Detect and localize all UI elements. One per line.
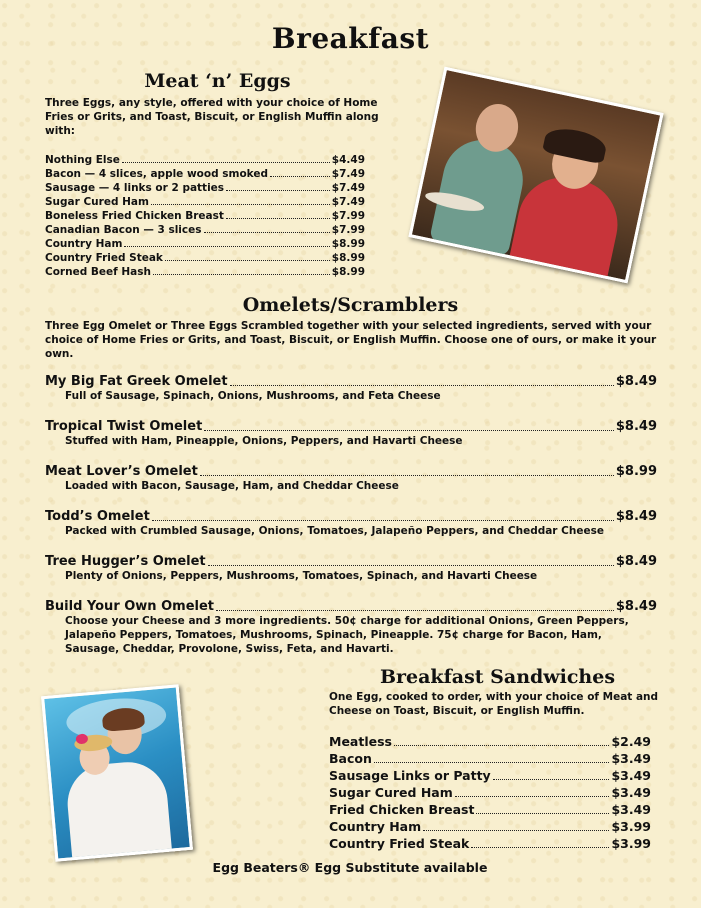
menu-item [45,509,657,524]
item-price: $8.99 [331,266,365,278]
item-name: Bacon [329,751,372,766]
item-name: Canadian Bacon — 3 slices [45,224,202,236]
aquarium-photo [41,684,193,861]
omelets-list [45,374,657,656]
item-price: $3.99 [611,819,651,834]
diners-photo [408,67,663,284]
menu-item [45,374,657,389]
item-price: $3.49 [611,768,651,783]
sandwiches-list [329,732,651,851]
item-name: Corned Beef Hash [45,266,151,278]
menu-item [329,766,651,783]
item-name: Country Fried Steak [45,252,163,264]
sandwiches-heading: Breakfast Sandwiches [379,666,616,688]
item-price: $8.49 [615,599,657,614]
item-description: Packed with Crumbled Sausage, Onions, Tomatoes, Jalapeño Peppers, and Cheddar Cheese [65,525,604,537]
menu-item [45,464,657,479]
item-name: Sausage — 4 links or 2 patties [45,182,225,194]
footer-note: Egg Beaters® Egg Substitute available [212,860,488,875]
item-name: My Big Fat Greek Omelet [45,374,228,389]
item-price: $8.99 [615,464,657,479]
list-item [45,419,657,464]
item-description: Choose your Cheese and 3 more ingredients. 50¢ charge for additional Onions, Green Peppers, Jalapeño Peppers, Tomatoes, Mushrooms, Spinach, Pineapple. 75¢ charge for Bacon, Ham, Sausage, Cheddar, Provolone, Swiss, Feta, and Havarti. [65,615,629,655]
item-price: $7.49 [331,196,365,208]
item-price: $3.49 [611,785,651,800]
item-name: Bacon — 4 slices, apple wood smoked [45,168,268,180]
menu-item [45,222,365,236]
item-price: $7.49 [331,168,365,180]
menu-item [45,166,365,180]
meat-eggs-heading: Meat ‘n’ Eggs [144,70,291,92]
menu-item [45,152,365,166]
menu-item [329,783,651,800]
item-price: $2.49 [611,734,651,749]
menu-item [45,599,657,614]
item-price: $8.99 [331,238,365,250]
list-item [45,599,657,656]
meat-eggs-description: Three Eggs, any style, offered with your choice of Home Fries or Grits, and Toast, Biscuit, or English Muffin along with: [45,97,379,137]
menu-item [329,749,651,766]
item-name: Boneless Fried Chicken Breast [45,210,224,222]
item-description: Loaded with Bacon, Sausage, Ham, and Cheddar Cheese [65,480,399,492]
menu-item [45,208,365,222]
item-description: Plenty of Onions, Peppers, Mushrooms, Tomatoes, Spinach, and Havarti Cheese [65,570,538,582]
item-name: Meat Lover’s Omelet [45,464,198,479]
item-name: Nothing Else [45,154,120,166]
item-name: Meatless [329,734,392,749]
list-item [45,374,657,419]
item-price: $8.49 [615,509,657,524]
list-item [45,554,657,599]
menu-item [45,180,365,194]
item-name: Country Ham [329,819,422,834]
item-name: Tree Hugger’s Omelet [45,554,206,569]
item-price: $4.49 [331,154,365,166]
item-price: $7.99 [331,210,365,222]
menu-item [45,250,365,264]
item-description: Full of Sausage, Spinach, Onions, Mushrooms, and Feta Cheese [65,390,441,402]
item-price: $8.49 [615,419,657,434]
menu-item [329,834,651,851]
item-name: Build Your Own Omelet [45,599,214,614]
item-price: $8.49 [615,374,657,389]
item-name: Country Fried Steak [329,836,470,851]
list-item [45,509,657,554]
item-price: $3.99 [611,836,651,851]
omelets-heading: Omelets/Scramblers [242,294,459,316]
list-item [45,464,657,509]
menu-item [329,800,651,817]
item-name: Tropical Twist Omelet [45,419,203,434]
menu-item [45,419,657,434]
item-name: Fried Chicken Breast [329,802,475,817]
menu-item [329,817,651,834]
menu-item [45,194,365,208]
menu-item [45,264,365,278]
menu-item [45,554,657,569]
menu-item [329,732,651,749]
meat-eggs-list [45,152,365,278]
item-price: $8.49 [615,554,657,569]
item-name: Todd’s Omelet [45,509,150,524]
item-price: $7.99 [331,224,365,236]
item-name: Sausage Links or Patty [329,768,491,783]
omelets-description: Three Egg Omelet or Three Eggs Scrambled together with your selected ingredients, served with your choice of Home Fries or Grits, and Toast, Biscuit, or English Muffin. Choose one of ours, or make it your own. [45,320,657,360]
item-name: Sugar Cured Ham [45,196,149,208]
item-price: $7.49 [331,182,365,194]
item-name: Country Ham [45,238,123,250]
menu-item [45,236,365,250]
sandwiches-description: One Egg, cooked to order, with your choice of Meat and Cheese on Toast, Biscuit, or English Muffin. [329,691,659,717]
item-price: $8.99 [331,252,365,264]
item-description: Stuffed with Ham, Pineapple, Onions, Peppers, and Havarti Cheese [65,435,463,447]
item-price: $3.49 [611,751,651,766]
item-name: Sugar Cured Ham [329,785,453,800]
item-price: $3.49 [611,802,651,817]
page-title: Breakfast [271,22,430,55]
